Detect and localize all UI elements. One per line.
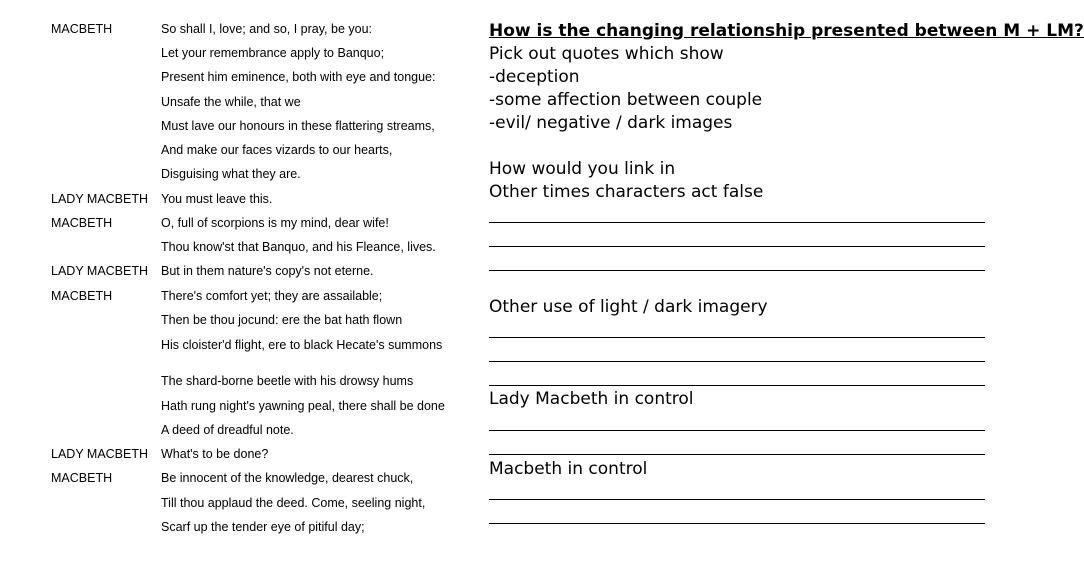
script-line: Be innocent of the knowledge, dearest chuck,	[161, 471, 414, 485]
bullet-item: -some affection between couple	[489, 90, 763, 110]
answer-line[interactable]	[489, 430, 985, 431]
answer-line[interactable]	[489, 246, 985, 247]
script-line: You must leave this.	[161, 192, 273, 206]
script-line: His cloister'd flight, ere to black Hecate's summons	[161, 338, 443, 352]
speaker-name: MACBETH	[51, 216, 113, 230]
answer-line[interactable]	[489, 385, 985, 386]
speaker-name: MACBETH	[51, 289, 113, 303]
script-line: So shall I, love; and so, I pray, be you:	[161, 22, 372, 36]
script-line: A deed of dreadful note.	[161, 423, 294, 437]
section-label: Other times characters act false	[489, 182, 764, 202]
section-label: Lady Macbeth in control	[489, 389, 694, 409]
script-line: But in them nature's copy's not eterne.	[161, 264, 374, 278]
bullet-item: -deception	[489, 67, 580, 87]
link-title: How would you link in	[489, 159, 676, 179]
task-instruction: Pick out quotes which show	[489, 44, 724, 64]
script-line: Let your remembrance apply to Banquo;	[161, 46, 385, 60]
script-line: Disguising what they are.	[161, 167, 301, 181]
answer-line[interactable]	[489, 222, 985, 223]
answer-line[interactable]	[489, 361, 985, 362]
script-line: Hath rung night's yawning peal, there shall be done	[161, 399, 445, 413]
script-line: And make our faces vizards to our hearts,	[161, 143, 393, 157]
speaker-name: LADY MACBETH	[51, 447, 149, 461]
script-line: What's to be done?	[161, 447, 269, 461]
section-label: Other use of light / dark imagery	[489, 297, 768, 317]
script-line: Present him eminence, both with eye and tongue:	[161, 70, 436, 84]
script-line: Must lave our honours in these flattering streams,	[161, 119, 435, 133]
answer-line[interactable]	[489, 337, 985, 338]
script-line: O, full of scorpions is my mind, dear wife!	[161, 216, 389, 230]
answer-line[interactable]	[489, 499, 985, 500]
script-line: Till thou applaud the deed. Come, seeling night,	[161, 496, 426, 510]
script-line: Unsafe the while, that we	[161, 95, 301, 109]
speaker-name: MACBETH	[51, 471, 113, 485]
script-line: Thou know'st that Banquo, and his Fleance, lives.	[161, 240, 436, 254]
bullet-item: -evil/ negative / dark images	[489, 113, 733, 133]
answer-line[interactable]	[489, 454, 985, 455]
task-intro	[489, 20, 1084, 135]
section-label: Macbeth in control	[489, 459, 648, 479]
script-line: Then be thou jocund: ere the bat hath flown	[161, 313, 403, 327]
answer-line[interactable]	[489, 270, 985, 271]
script-line: Scarf up the tender eye of pitiful day;	[161, 520, 365, 534]
script-line: There's comfort yet; they are assailable;	[161, 289, 383, 303]
speaker-name: LADY MACBETH	[51, 264, 149, 278]
speaker-name: MACBETH	[51, 22, 113, 36]
answer-line[interactable]	[489, 523, 985, 524]
task-heading: How is the changing relationship presented between M + LM?	[489, 21, 1084, 41]
speaker-name: LADY MACBETH	[51, 192, 149, 206]
script-line: The shard-borne beetle with his drowsy hums	[161, 374, 414, 388]
